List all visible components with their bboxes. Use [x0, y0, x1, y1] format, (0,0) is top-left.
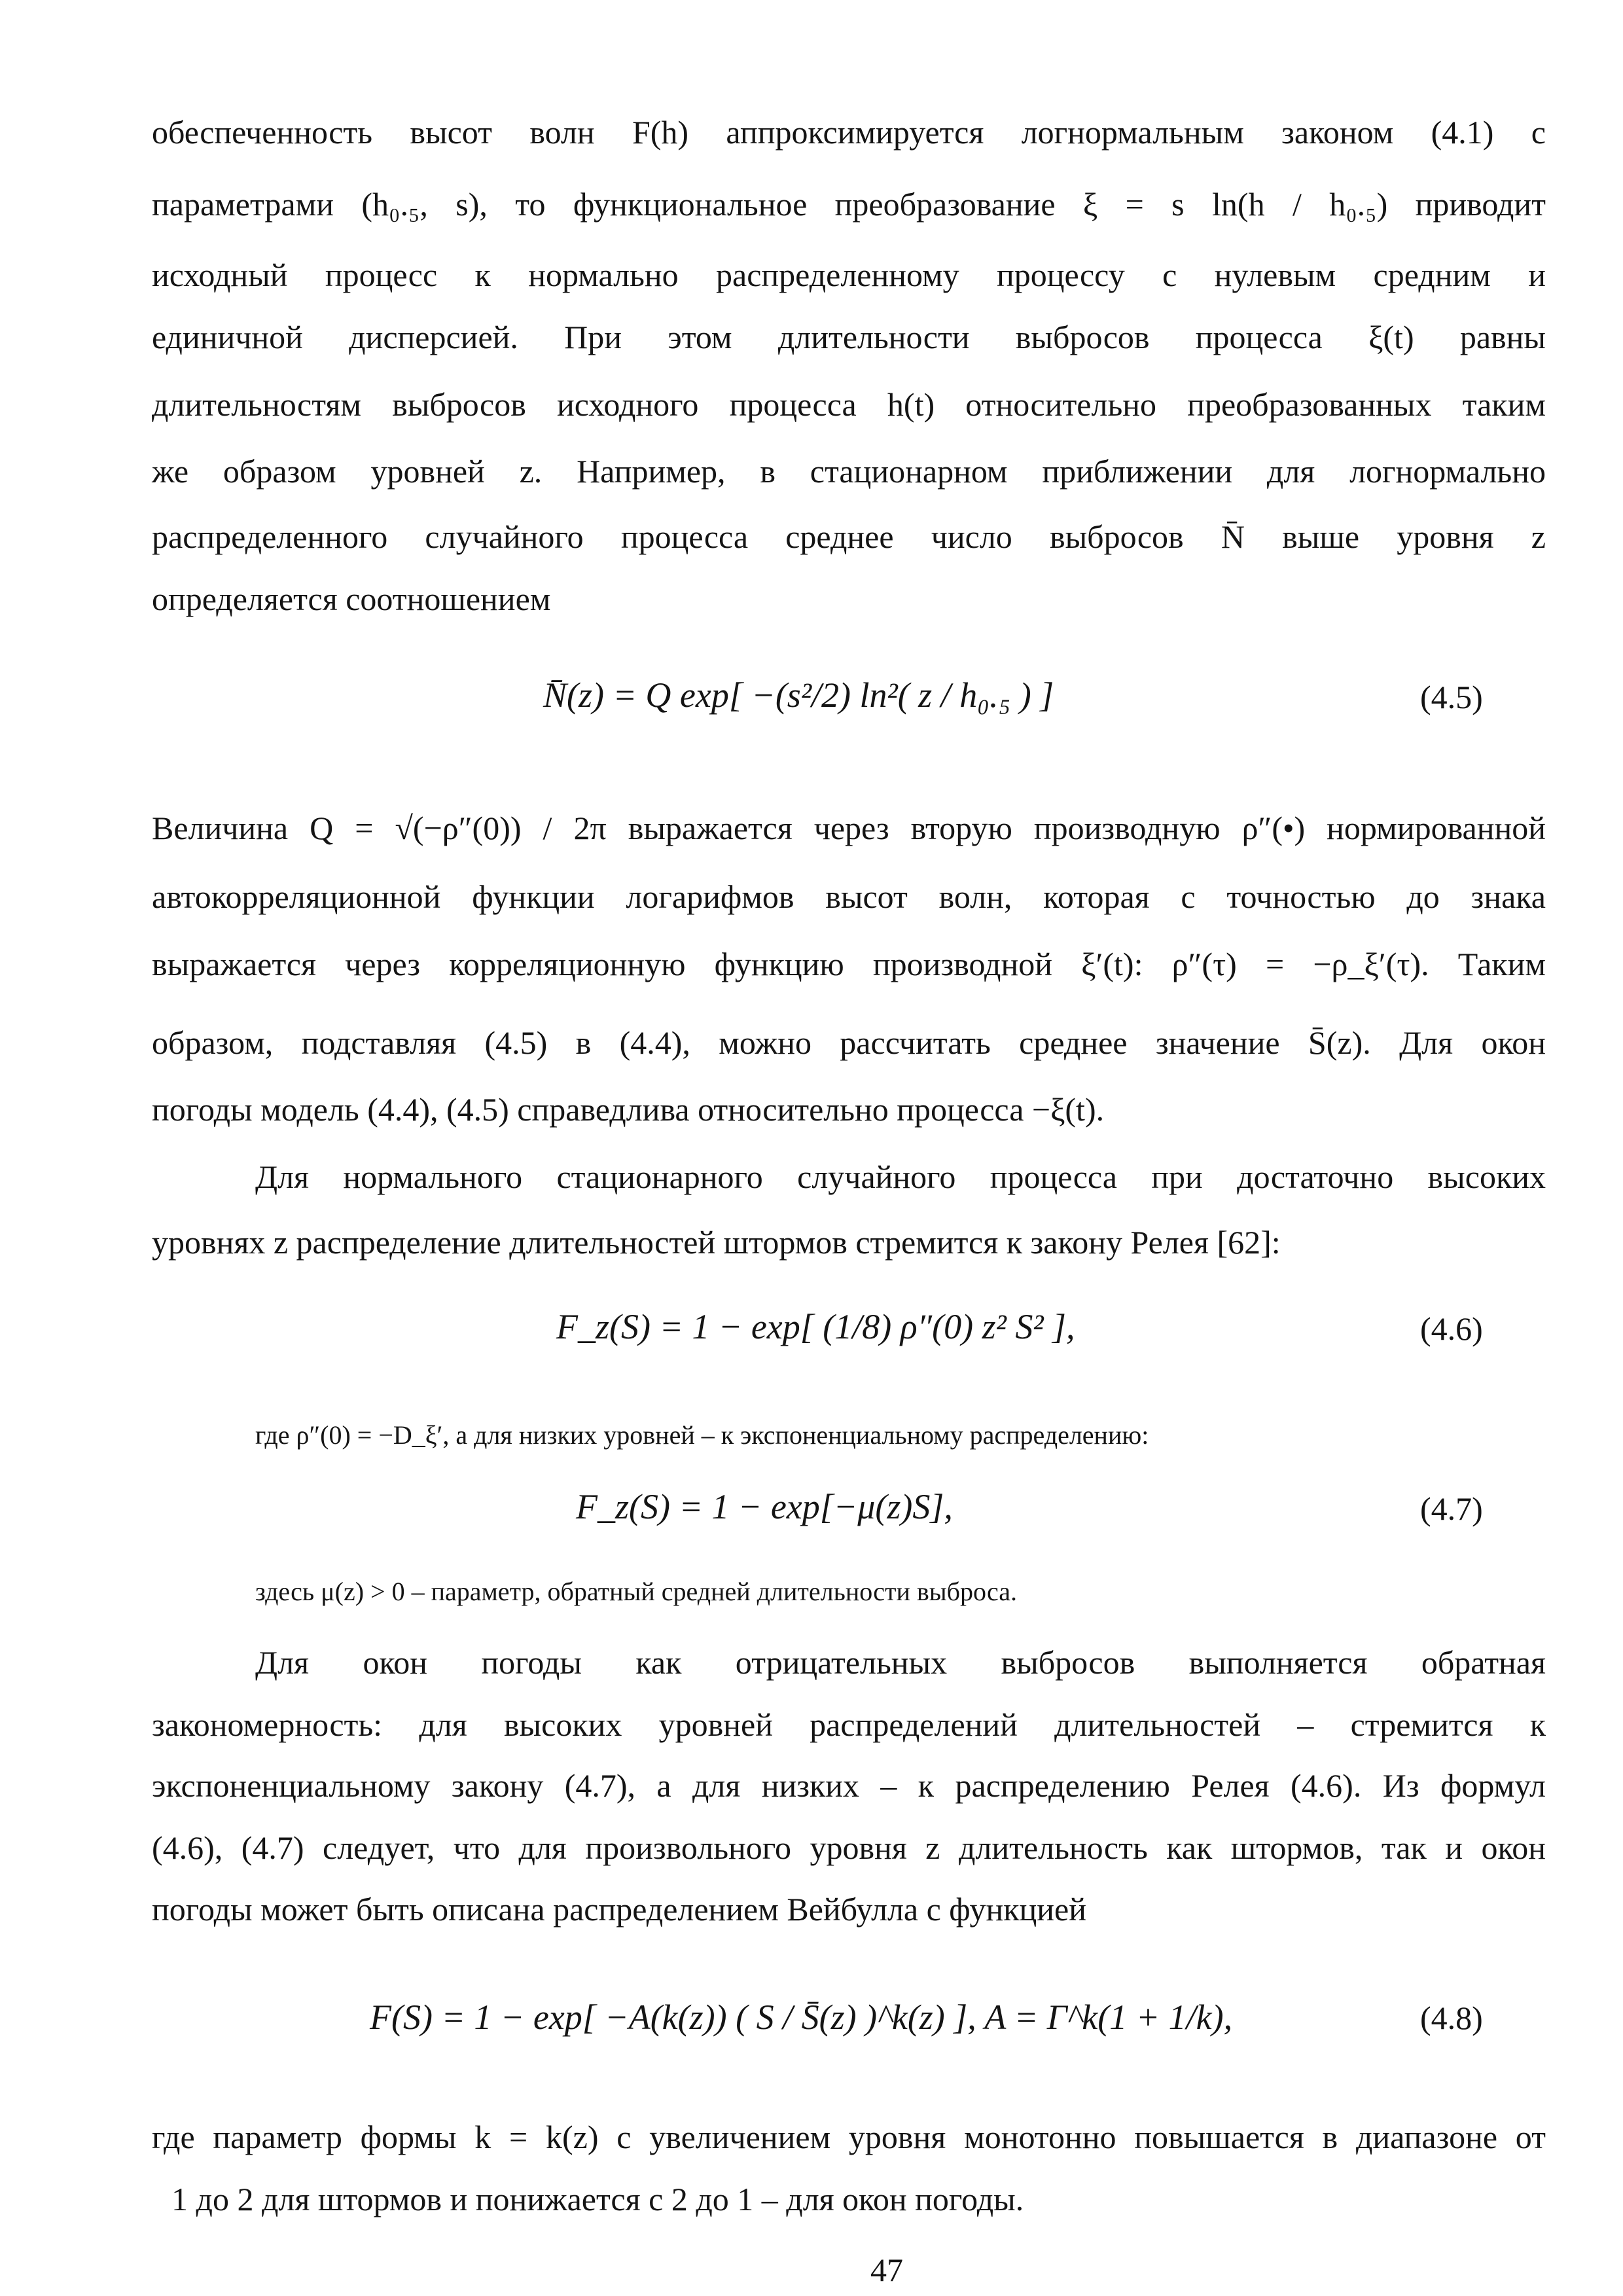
equation-4-8-number: (4.8)	[1420, 2000, 1483, 2036]
paragraph3-line-1: Для нормального стационарного случайного процесса при достаточно высоких	[255, 1158, 1546, 1195]
paragraph4-line-4: (4.6), (4.7) следует, что для произвольного уровня z длительность как штормов, так и окон	[152, 1829, 1546, 1866]
paragraph4-line-3: экспоненциальному закону (4.7), а для низких – к распределению Релея (4.6). Из формул	[152, 1767, 1546, 1804]
equation-4-5-number: (4.5)	[1420, 679, 1483, 715]
paragraph1-line-4: единичной дисперсией. При этом длительности выбросов процесса ξ(t) равны	[152, 319, 1546, 355]
paragraph1-line-6: же образом уровней z. Например, в стационарном приближении для логнормально	[152, 453, 1546, 490]
paragraph3-line-2: уровнях z распределение длительностей штормов стремится к закону Релея [62]:	[152, 1224, 1281, 1261]
paragraph4-line-5: погоды может быть описана распределением Вейбулла с функцией	[152, 1891, 1086, 1928]
paragraph1-line-7: распределенного случайного процесса среднее число выбросов N̄ выше уровня z	[152, 518, 1546, 555]
paragraph4-line-2: закономерность: для высоких уровней распределений длительностей – стремится к	[152, 1706, 1546, 1743]
equation-4-7-note: здесь μ(z) > 0 – параметр, обратный средней длительности выброса.	[255, 1577, 1017, 1606]
equation-4-7: F_z(S) = 1 − exp[−μ(z)S],	[576, 1487, 953, 1526]
paragraph1-line-2: параметрами (h₀.₅, s), то функциональное преобразование ξ = s ln(h / h₀.₅) приводит	[152, 186, 1546, 223]
equation-4-8: F(S) = 1 − exp[ −A(k(z)) ( S / S̄(z) )^k(z) ], A = Γ^k(1 + 1/k),	[370, 1998, 1233, 2037]
paragraph2-line-2: автокорреляционной функции логарифмов высот волн, которая с точностью до знака	[152, 878, 1546, 915]
paragraph2-line-1: Величина Q = √(−ρ″(0)) / 2π выражается через вторую производную ρ″(•) нормированной	[152, 810, 1546, 846]
paragraph1-line-5: длительностям выбросов исходного процесса h(t) относительно преобразованных таким	[152, 386, 1546, 423]
page-number: 47	[870, 2251, 903, 2288]
paragraph2-line-4: образом, подставляя (4.5) в (4.4), можно рассчитать среднее значение S̄(z). Для окон	[152, 1024, 1546, 1061]
equation-4-6-number: (4.6)	[1420, 1310, 1483, 1347]
paragraph2-line-3: выражается через корреляционную функцию производной ξ′(t): ρ″(τ) = −ρ_ξ′(τ). Таким	[152, 946, 1546, 982]
paragraph1-line-1: обеспеченность высот волн F(h) аппроксимируется логнормальным законом (4.1) с	[152, 114, 1546, 151]
equation-4-6-note: где ρ″(0) = −D_ξ′, а для низких уровней – к экспоненциальному распределению:	[255, 1420, 1149, 1450]
equation-4-7-number: (4.7)	[1420, 1490, 1483, 1527]
equation-4-5: N̄(z) = Q exp[ −(s²/2) ln²( z / h₀.₅ ) ]	[543, 675, 1054, 715]
paragraph4-line-1: Для окон погоды как отрицательных выбросов выполняется обратная	[255, 1644, 1546, 1681]
paragraph5-line-2: 1 до 2 для штормов и понижается с 2 до 1 – для окон погоды.	[171, 2181, 1024, 2217]
paragraph2-line-5: погоды модель (4.4), (4.5) справедлива относительно процесса −ξ(t).	[152, 1091, 1105, 1128]
paragraph1-line-8: определяется соотношением	[152, 581, 551, 617]
paragraph1-line-3: исходный процесс к нормально распределенному процессу с нулевым средним и	[152, 257, 1546, 293]
paragraph5-line-1: где параметр формы k = k(z) с увеличением уровня монотонно повышается в диапазоне от	[152, 2119, 1546, 2155]
equation-4-6: F_z(S) = 1 − exp[ (1/8) ρ″(0) z² S² ],	[556, 1307, 1075, 1346]
